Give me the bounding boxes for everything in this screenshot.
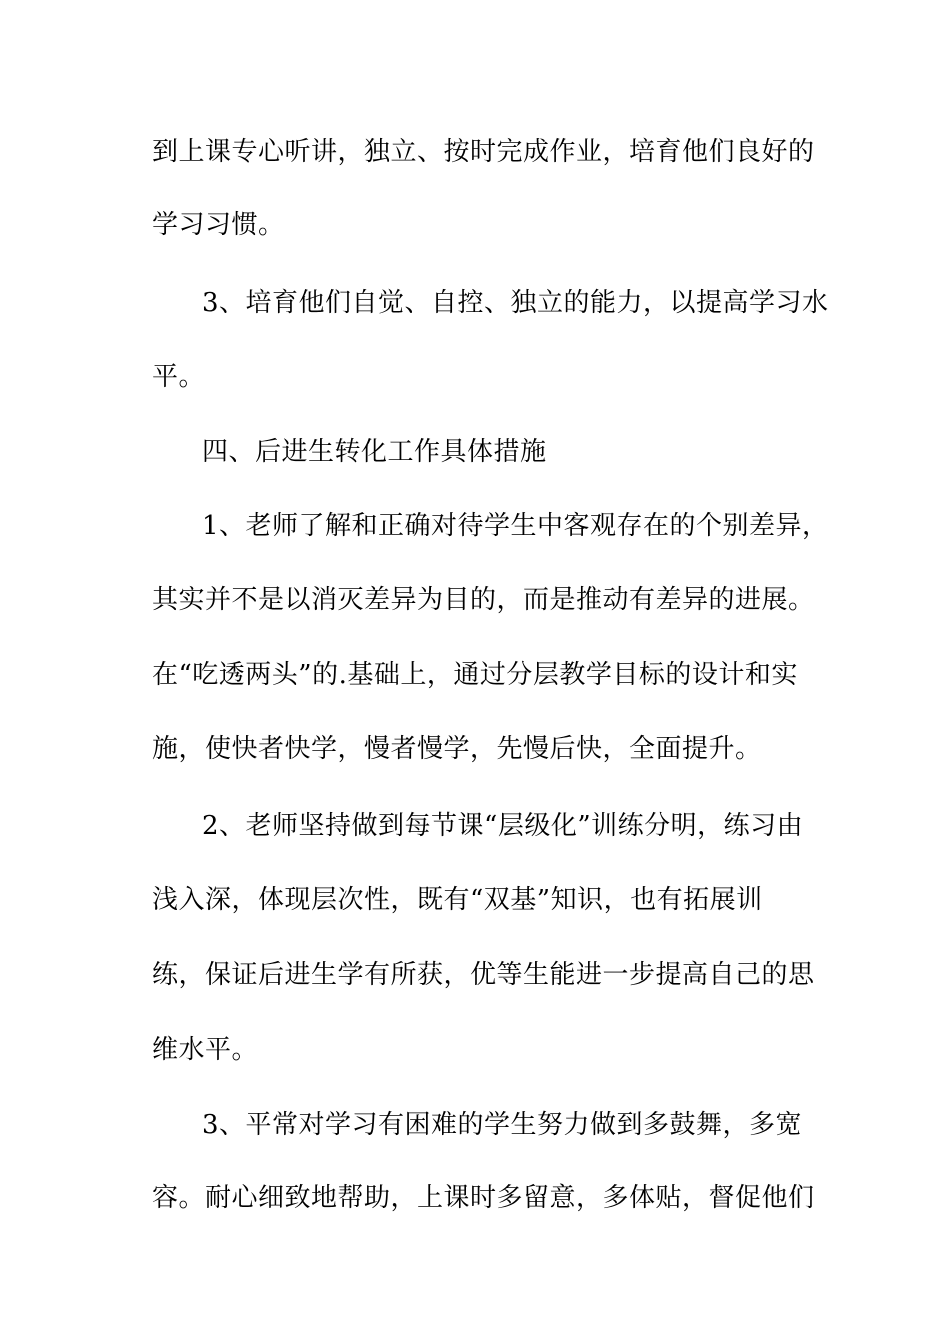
text-line: 施，使快者快学，慢者慢学，先慢后快，全面提升。 (152, 734, 762, 764)
text-line: 浅入深，体现层次性，既有“双基”知识，也有拓展训 (152, 885, 763, 915)
section-heading: 四、后进生转化工作具体措施 (202, 437, 547, 467)
text-line: 其实并不是以消灭差异为目的，而是推动有差异的进展。 (152, 585, 815, 615)
text-line: 在“吃透两头”的.基础上，通过分层教学目标的设计和实 (152, 660, 798, 690)
paragraph-start-line: 2、老师坚持做到每节课“层级化”训练分明，练习由 (202, 811, 804, 841)
paragraph-start-line: 3、平常对学习有困难的学生努力做到多鼓舞，多宽 (202, 1110, 803, 1140)
text-line: 平。 (152, 362, 206, 392)
text-line: 维水平。 (152, 1035, 259, 1065)
paragraph-start-line: 1、老师了解和正确对待学生中客观存在的个别差异， (202, 511, 829, 541)
paragraph-start-line: 3、培育他们自觉、自控、独立的能力，以提高学习水 (202, 288, 829, 318)
text-line: 容。耐心细致地帮助，上课时多留意，多体贴，督促他们 (152, 1183, 815, 1213)
text-line: 到上课专心听讲，独立、按时完成作业，培育他们良好的 (152, 137, 815, 167)
text-line: 练，保证后进生学有所获，优等生能进一步提高自己的思 (152, 960, 815, 990)
text-line: 学习习惯。 (152, 210, 285, 240)
